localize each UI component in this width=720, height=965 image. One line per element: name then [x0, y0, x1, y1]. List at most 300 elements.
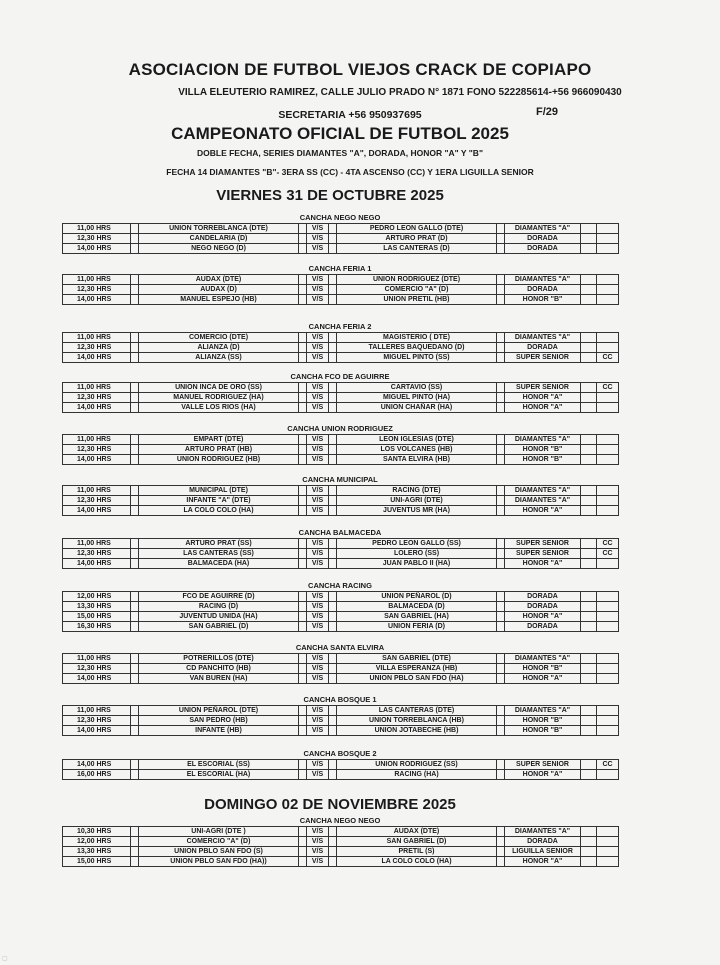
versus: V/S: [307, 285, 329, 295]
match-table: [62, 826, 619, 867]
empty-cell: [299, 486, 307, 496]
empty-cell: [299, 592, 307, 602]
empty-cell: [581, 343, 597, 353]
series-name: HONOR "B": [505, 445, 581, 455]
versus: V/S: [307, 275, 329, 285]
empty-cell: [299, 664, 307, 674]
empty-cell: [329, 295, 337, 305]
empty-cell: [329, 383, 337, 393]
table-row: [63, 333, 619, 343]
match-time: 11,00 HRS: [63, 275, 131, 285]
empty-cell: [581, 847, 597, 857]
home-team: RACING (D): [139, 602, 299, 612]
away-team: TALLERES BAQUEDANO (D): [337, 343, 497, 353]
empty-cell: [581, 837, 597, 847]
cup-flag: [597, 393, 619, 403]
empty-cell: [299, 455, 307, 465]
venue-section: [62, 815, 618, 867]
empty-cell: [497, 612, 505, 622]
away-team: LAS CANTERAS (DTE): [337, 706, 497, 716]
cup-flag: [597, 592, 619, 602]
match-table: [62, 382, 619, 413]
empty-cell: [131, 393, 139, 403]
empty-cell: [497, 592, 505, 602]
match-time: 14,00 HRS: [63, 726, 131, 736]
empty-cell: [131, 602, 139, 612]
versus: V/S: [307, 706, 329, 716]
home-team: UNION PBLO SAN FDO (S): [139, 847, 299, 857]
empty-cell: [581, 674, 597, 684]
empty-cell: [131, 244, 139, 254]
cup-flag: CC: [597, 760, 619, 770]
empty-cell: [329, 224, 337, 234]
venue-section: [62, 748, 618, 780]
series-name: HONOR "A": [505, 506, 581, 516]
empty-cell: [497, 726, 505, 736]
venue-section: [62, 423, 618, 465]
series-name: SUPER SENIOR: [505, 549, 581, 559]
series-name: DORADA: [505, 602, 581, 612]
match-table: [62, 538, 619, 569]
table-row: [63, 559, 619, 569]
empty-cell: [497, 333, 505, 343]
versus: V/S: [307, 353, 329, 363]
away-team: LOS VOLCANES (HB): [337, 445, 497, 455]
empty-cell: [299, 654, 307, 664]
empty-cell: [131, 622, 139, 632]
empty-cell: [581, 275, 597, 285]
empty-cell: [329, 837, 337, 847]
match-time: 12,30 HRS: [63, 234, 131, 244]
versus: V/S: [307, 674, 329, 684]
cup-flag: [597, 602, 619, 612]
home-team: JUVENTUD UNIDA (HA): [139, 612, 299, 622]
empty-cell: [581, 295, 597, 305]
empty-cell: [581, 333, 597, 343]
home-team: UNION PEÑAROL (DTE): [139, 706, 299, 716]
match-table: [62, 653, 619, 684]
cup-flag: [597, 295, 619, 305]
empty-cell: [299, 847, 307, 857]
venue-name: CANCHA RACING: [308, 581, 372, 590]
table-row: [63, 602, 619, 612]
empty-cell: [299, 275, 307, 285]
match-time: 10,30 HRS: [63, 827, 131, 837]
association-title: ASOCIACION DE FUTBOL VIEJOS CRACK DE COPIAPO: [128, 60, 592, 79]
series-name: DORADA: [505, 343, 581, 353]
versus: V/S: [307, 622, 329, 632]
empty-cell: [329, 622, 337, 632]
series-name: DORADA: [505, 837, 581, 847]
empty-cell: [131, 295, 139, 305]
home-team: ALIANZA (D): [139, 343, 299, 353]
match-time: 14,00 HRS: [63, 455, 131, 465]
empty-cell: [497, 285, 505, 295]
empty-cell: [131, 383, 139, 393]
away-team: UNION PBLO SAN FDO (HA): [337, 674, 497, 684]
match-time: 12,30 HRS: [63, 285, 131, 295]
empty-cell: [329, 275, 337, 285]
table-row: [63, 726, 619, 736]
series-name: SUPER SENIOR: [505, 353, 581, 363]
empty-cell: [581, 706, 597, 716]
match-time: 12,30 HRS: [63, 549, 131, 559]
empty-cell: [581, 445, 597, 455]
empty-cell: [581, 827, 597, 837]
empty-cell: [497, 353, 505, 363]
table-row: [63, 654, 619, 664]
home-team: POTRERILLOS (DTE): [139, 654, 299, 664]
cup-flag: [597, 244, 619, 254]
empty-cell: [329, 716, 337, 726]
empty-cell: [497, 674, 505, 684]
table-row: [63, 295, 619, 305]
empty-cell: [329, 244, 337, 254]
home-team: UNI-AGRI (DTE ): [139, 827, 299, 837]
empty-cell: [581, 664, 597, 674]
empty-cell: [299, 353, 307, 363]
away-team: UNION TORREBLANCA (HB): [337, 716, 497, 726]
empty-cell: [131, 539, 139, 549]
table-row: [63, 353, 619, 363]
table-row: [63, 857, 619, 867]
empty-cell: [299, 445, 307, 455]
home-team: EMPART (DTE): [139, 435, 299, 445]
empty-cell: [497, 664, 505, 674]
empty-cell: [497, 506, 505, 516]
table-row: [63, 847, 619, 857]
table-row: [63, 224, 619, 234]
match-time: 15,00 HRS: [63, 612, 131, 622]
empty-cell: [299, 559, 307, 569]
empty-cell: [581, 592, 597, 602]
versus: V/S: [307, 506, 329, 516]
venue-section: [62, 527, 618, 569]
versus: V/S: [307, 496, 329, 506]
match-table: [62, 274, 619, 305]
venue-name: CANCHA FERIA 2: [308, 322, 372, 331]
versus: V/S: [307, 539, 329, 549]
match-table: [62, 223, 619, 254]
empty-cell: [299, 760, 307, 770]
away-team: SAN GABRIEL (D): [337, 837, 497, 847]
match-time: 16,30 HRS: [63, 622, 131, 632]
away-team: UNION RODRIGUEZ (SS): [337, 760, 497, 770]
empty-cell: [497, 275, 505, 285]
series-name: SUPER SENIOR: [505, 760, 581, 770]
series-name: SUPER SENIOR: [505, 383, 581, 393]
empty-cell: [131, 592, 139, 602]
home-team: VAN BUREN (HA): [139, 674, 299, 684]
series-name: DIAMANTES "A": [505, 435, 581, 445]
match-table: [62, 705, 619, 736]
series-subtitle: DOBLE FECHA, SERIES DIAMANTES "A", DORADA, HONOR "A" Y "B": [197, 148, 483, 158]
match-time: 13,30 HRS: [63, 602, 131, 612]
empty-cell: [581, 654, 597, 664]
empty-cell: [581, 726, 597, 736]
empty-cell: [581, 549, 597, 559]
empty-cell: [497, 770, 505, 780]
cup-flag: CC: [597, 383, 619, 393]
empty-cell: [329, 285, 337, 295]
home-team: BALMACEDA (HA): [139, 559, 299, 569]
cup-flag: [597, 496, 619, 506]
venue-name: CANCHA BOSQUE 1: [303, 695, 377, 704]
fecha-description: FECHA 14 DIAMANTES "B"- 3ERA SS (CC) - 4TA ASCENSO (CC) Y 1ERA LIGUILLA SENIOR: [166, 167, 534, 177]
venue-section: [62, 371, 618, 413]
empty-cell: [299, 506, 307, 516]
match-time: 11,00 HRS: [63, 706, 131, 716]
empty-cell: [329, 353, 337, 363]
home-team: ARTURO PRAT (SS): [139, 539, 299, 549]
empty-cell: [581, 353, 597, 363]
series-name: HONOR "A": [505, 393, 581, 403]
empty-cell: [131, 445, 139, 455]
match-time: 14,00 HRS: [63, 244, 131, 254]
empty-cell: [131, 726, 139, 736]
table-row: [63, 716, 619, 726]
versus: V/S: [307, 654, 329, 664]
away-team: JUVENTUS MR (HA): [337, 506, 497, 516]
table-row: [63, 285, 619, 295]
table-row: [63, 706, 619, 716]
empty-cell: [497, 343, 505, 353]
cup-flag: [597, 506, 619, 516]
empty-cell: [299, 612, 307, 622]
empty-cell: [329, 654, 337, 664]
empty-cell: [329, 847, 337, 857]
away-team: PEDRO LEON GALLO (DTE): [337, 224, 497, 234]
table-row: [63, 393, 619, 403]
venue-name: CANCHA FERIA 1: [308, 264, 372, 273]
versus: V/S: [307, 486, 329, 496]
cup-flag: [597, 403, 619, 413]
cup-flag: [597, 234, 619, 244]
versus: V/S: [307, 602, 329, 612]
table-row: [63, 234, 619, 244]
empty-cell: [329, 496, 337, 506]
versus: V/S: [307, 549, 329, 559]
empty-cell: [131, 403, 139, 413]
away-team: BALMACEDA (D): [337, 602, 497, 612]
scan-watermark: ▢: [2, 956, 8, 962]
series-name: DIAMANTES "A": [505, 486, 581, 496]
venue-name: CANCHA FCO DE AGUIRRE: [290, 372, 390, 381]
empty-cell: [497, 403, 505, 413]
empty-cell: [581, 622, 597, 632]
series-name: DIAMANTES "A": [505, 224, 581, 234]
venue-name: CANCHA UNION RODRIGUEZ: [287, 424, 393, 433]
empty-cell: [299, 383, 307, 393]
empty-cell: [299, 539, 307, 549]
empty-cell: [497, 295, 505, 305]
match-time: 14,00 HRS: [63, 403, 131, 413]
series-name: DORADA: [505, 285, 581, 295]
series-name: HONOR "B": [505, 455, 581, 465]
venue-name: CANCHA BALMACEDA: [298, 528, 382, 537]
empty-cell: [299, 224, 307, 234]
empty-cell: [581, 403, 597, 413]
empty-cell: [497, 224, 505, 234]
cup-flag: [597, 674, 619, 684]
empty-cell: [329, 333, 337, 343]
cup-flag: [597, 857, 619, 867]
empty-cell: [497, 549, 505, 559]
table-row: [63, 455, 619, 465]
secretaria-phone: SECRETARIA +56 950937695: [278, 109, 422, 121]
home-team: INFANTE "A" (DTE): [139, 496, 299, 506]
empty-cell: [299, 285, 307, 295]
away-team: COMERCIO "A" (D): [337, 285, 497, 295]
cup-flag: [597, 706, 619, 716]
empty-cell: [329, 403, 337, 413]
empty-cell: [581, 486, 597, 496]
versus: V/S: [307, 837, 329, 847]
table-row: [63, 539, 619, 549]
versus: V/S: [307, 234, 329, 244]
match-table: [62, 759, 619, 780]
home-team: MUNICIPAL (DTE): [139, 486, 299, 496]
away-team: LA COLO COLO (HA): [337, 857, 497, 867]
empty-cell: [131, 224, 139, 234]
empty-cell: [299, 716, 307, 726]
home-team: EL ESCORIAL (SS): [139, 760, 299, 770]
venue-name: CANCHA NEGO NEGO: [299, 816, 381, 825]
series-name: DIAMANTES "A": [505, 706, 581, 716]
match-time: 14,00 HRS: [63, 760, 131, 770]
home-team: AUDAX (D): [139, 285, 299, 295]
empty-cell: [131, 496, 139, 506]
venue-section: [62, 474, 618, 516]
series-name: HONOR "A": [505, 674, 581, 684]
versus: V/S: [307, 403, 329, 413]
empty-cell: [299, 726, 307, 736]
empty-cell: [329, 827, 337, 837]
empty-cell: [497, 496, 505, 506]
empty-cell: [299, 393, 307, 403]
cup-flag: CC: [597, 539, 619, 549]
away-team: SAN GABRIEL (HA): [337, 612, 497, 622]
match-time: 12,00 HRS: [63, 837, 131, 847]
folio-number: F/29: [536, 106, 559, 118]
cup-flag: [597, 716, 619, 726]
empty-cell: [131, 455, 139, 465]
match-time: 11,00 HRS: [63, 654, 131, 664]
match-table: [62, 332, 619, 363]
empty-cell: [299, 837, 307, 847]
home-team: CD PANCHITO (HB): [139, 664, 299, 674]
empty-cell: [581, 539, 597, 549]
empty-cell: [329, 770, 337, 780]
empty-cell: [299, 827, 307, 837]
empty-cell: [299, 234, 307, 244]
empty-cell: [131, 486, 139, 496]
empty-cell: [299, 295, 307, 305]
home-team: MANUEL RODRIGUEZ (HA): [139, 393, 299, 403]
away-team: SAN GABRIEL (DTE): [337, 654, 497, 664]
empty-cell: [581, 224, 597, 234]
versus: V/S: [307, 455, 329, 465]
cup-flag: CC: [597, 353, 619, 363]
home-team: UNION PBLO SAN FDO (HA)): [139, 857, 299, 867]
empty-cell: [497, 837, 505, 847]
empty-cell: [497, 383, 505, 393]
home-team: LAS CANTERAS (SS): [139, 549, 299, 559]
away-team: UNI-AGRI (DTE): [337, 496, 497, 506]
table-row: [63, 549, 619, 559]
empty-cell: [131, 549, 139, 559]
series-name: HONOR "A": [505, 612, 581, 622]
home-team: VALLE LOS RIOS (HA): [139, 403, 299, 413]
empty-cell: [131, 612, 139, 622]
table-row: [63, 612, 619, 622]
away-team: UNION PRETIL (HB): [337, 295, 497, 305]
match-time: 16,00 HRS: [63, 770, 131, 780]
cup-flag: [597, 622, 619, 632]
empty-cell: [131, 770, 139, 780]
venue-section: [62, 694, 618, 736]
cup-flag: [597, 664, 619, 674]
empty-cell: [581, 435, 597, 445]
versus: V/S: [307, 847, 329, 857]
table-row: [63, 622, 619, 632]
empty-cell: [497, 445, 505, 455]
versus: V/S: [307, 333, 329, 343]
empty-cell: [299, 622, 307, 632]
table-row: [63, 827, 619, 837]
home-team: EL ESCORIAL (HA): [139, 770, 299, 780]
empty-cell: [299, 496, 307, 506]
versus: V/S: [307, 383, 329, 393]
empty-cell: [299, 403, 307, 413]
series-name: HONOR "A": [505, 770, 581, 780]
series-name: HONOR "A": [505, 857, 581, 867]
versus: V/S: [307, 592, 329, 602]
series-name: HONOR "B": [505, 716, 581, 726]
versus: V/S: [307, 857, 329, 867]
empty-cell: [497, 539, 505, 549]
empty-cell: [581, 455, 597, 465]
away-team: MIGUEL PINTO (HA): [337, 393, 497, 403]
away-team: VILLA ESPERANZA (HB): [337, 664, 497, 674]
empty-cell: [329, 706, 337, 716]
match-time: 11,00 HRS: [63, 539, 131, 549]
empty-cell: [329, 857, 337, 867]
match-time: 14,00 HRS: [63, 295, 131, 305]
cup-flag: [597, 726, 619, 736]
empty-cell: [329, 435, 337, 445]
versus: V/S: [307, 760, 329, 770]
versus: V/S: [307, 445, 329, 455]
series-name: HONOR "A": [505, 559, 581, 569]
away-team: UNION CHAÑAR (HA): [337, 403, 497, 413]
table-row: [63, 674, 619, 684]
versus: V/S: [307, 559, 329, 569]
versus: V/S: [307, 716, 329, 726]
home-team: ALIANZA (SS): [139, 353, 299, 363]
cup-flag: [597, 486, 619, 496]
cup-flag: [597, 333, 619, 343]
empty-cell: [329, 760, 337, 770]
series-name: HONOR "B": [505, 664, 581, 674]
empty-cell: [131, 285, 139, 295]
series-name: HONOR "A": [505, 403, 581, 413]
cup-flag: [597, 559, 619, 569]
away-team: LOLERO (SS): [337, 549, 497, 559]
away-team: AUDAX (DTE): [337, 827, 497, 837]
empty-cell: [299, 770, 307, 780]
empty-cell: [299, 549, 307, 559]
